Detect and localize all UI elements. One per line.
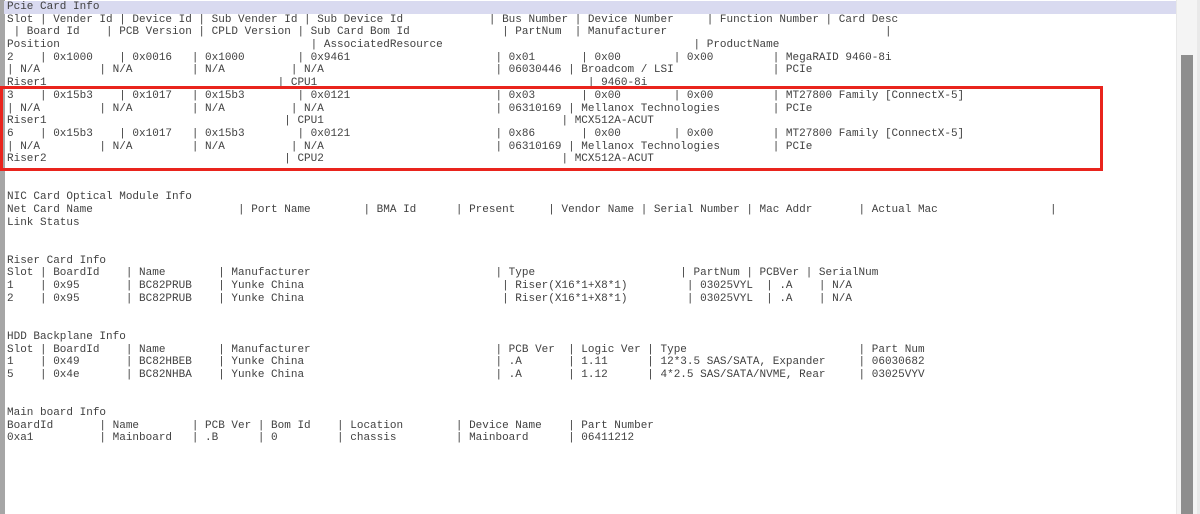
terminal-line <box>7 394 1172 407</box>
terminal-line: 5 | 0x4e | BC82NHBA | Yunke China | .A | 1.12 | 4*2.5 SAS/SATA/NVME, Rear | 03025VYV <box>7 368 925 381</box>
terminal-line: 3 | 0x15b3 | 0x1017 | 0x15b3 | 0x0121 | 0x03 | 0x00 | 0x00 | MT27800 Family [ConnectX-5] <box>7 89 965 102</box>
terminal-line: 1 | 0x49 | BC82HBEB | Yunke China | .A | 1.11 | 12*3.5 SAS/SATA, Expander | 06030682 <box>7 356 925 369</box>
terminal-line: Riser Card Info <box>7 254 107 267</box>
terminal-line: 2 | 0x1000 | 0x0016 | 0x1000 | 0x9461 | 0x01 | 0x00 | 0x00 | MegaRAID 9460-8i <box>7 51 892 64</box>
terminal-line <box>7 318 1172 331</box>
terminal-line: Slot | BoardId | Name | Manufacturer | PCB Ver | Logic Ver | Type | Part Num <box>7 343 925 356</box>
terminal-line: 1 | 0x95 | BC82PRUB | Yunke China | Riser(X16*1+X8*1) | 03025VYL | .A | N/A <box>7 280 852 293</box>
window-left-border <box>0 0 5 514</box>
terminal-line: 6 | 0x15b3 | 0x1017 | 0x15b3 | 0x0121 | 0x86 | 0x00 | 0x00 | MT27800 Family [ConnectX-5] <box>7 127 965 140</box>
terminal-line: BoardId | Name | PCB Ver | Bom Id | Location | Device Name | Part Number <box>7 419 654 432</box>
scrollbar-thumb[interactable] <box>1181 55 1193 514</box>
terminal-line <box>7 166 1172 179</box>
terminal-line: Riser1 | CPU1 | 9460-8i <box>7 77 648 90</box>
terminal-line: Main board Info <box>7 407 107 419</box>
terminal-line: Slot | BoardId | Name | Manufacturer | Type | PartNum | PCBVer | SerialNum <box>7 267 879 280</box>
terminal-line: 2 | 0x95 | BC82PRUB | Yunke China | Riser(X16*1+X8*1) | 03025VYL | .A | N/A <box>7 292 852 305</box>
terminal-line: 0xa1 | Mainboard | .B | 0 | chassis | Mainboard | 06411212 <box>7 432 635 445</box>
terminal-line: | N/A | N/A | N/A | N/A | 06310169 | Mellanox Technologies | PCIe <box>7 140 813 153</box>
terminal-line: | N/A | N/A | N/A | N/A | 06030446 | Broadcom / LSI | PCIe <box>7 64 813 77</box>
terminal-line: | Board Id | PCB Version | CPLD Version | Sub Card Bom Id | PartNum | Manufacturer | <box>7 26 892 39</box>
terminal-line: Slot | Vender Id | Device Id | Sub Vender Id | Sub Device Id | Bus Number | Device Number | Function Number | Card Desc <box>7 13 899 26</box>
terminal-line: | N/A | N/A | N/A | N/A | 06310169 | Mellanox Technologies | PCIe <box>7 102 813 115</box>
terminal-line: Position | AssociatedResource | ProductName <box>7 39 780 52</box>
terminal-line: Net Card Name | Port Name | BMA Id | Present | Vendor Name | Serial Number | Mac Addr | Actual Mac | <box>7 204 1057 216</box>
terminal-line <box>7 229 1172 242</box>
terminal-line: Riser1 | CPU1 | MCX512A-ACUT <box>7 115 654 128</box>
terminal-line: Link Status <box>7 216 80 229</box>
terminal-line-highlighted: Pcie Card Info <box>4 1 1177 14</box>
terminal-line: NIC Card Optical Module Info <box>7 191 192 204</box>
terminal-line <box>7 242 1172 255</box>
terminal-line <box>7 179 1172 192</box>
console-output[interactable] <box>7 1 1172 445</box>
terminal-line <box>7 382 1172 395</box>
terminal-line: Riser2 | CPU2 | MCX512A-ACUT <box>7 153 654 166</box>
terminal-line: HDD Backplane Info <box>7 330 126 343</box>
vertical-scrollbar[interactable] <box>1176 0 1200 514</box>
terminal-line <box>7 306 1172 319</box>
